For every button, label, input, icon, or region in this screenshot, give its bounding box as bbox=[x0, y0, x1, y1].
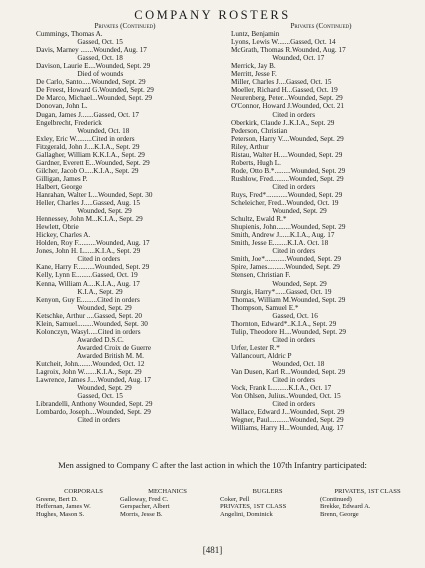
right-roster-column bbox=[231, 22, 411, 432]
roster-entry: Wounded, Sept. 29 bbox=[231, 207, 327, 216]
roster-entry: Cummings, Thomas A. bbox=[36, 30, 103, 39]
roster-entry: K.I.A., Sept. 29 bbox=[36, 287, 123, 296]
roster-entry: Urfer, Lester R.* bbox=[231, 343, 280, 352]
assigned-entry: Brekke, Edward A. bbox=[320, 503, 371, 511]
roster-entry: Peterson, Harry V....Wounded, Sept. 29 bbox=[231, 134, 344, 143]
roster-entry: Died of wounds bbox=[36, 70, 124, 79]
roster-entry: Wounded, Oct. 17 bbox=[231, 54, 325, 63]
roster-entry: Gassed, Oct. 15 bbox=[36, 392, 123, 401]
roster-entry: Cited in orders bbox=[231, 247, 316, 256]
page-number: [481] bbox=[202, 545, 223, 555]
corporals-column bbox=[36, 488, 131, 518]
roster-entry: Lagroix, John W.......K.I.A., Sept. 29 bbox=[36, 368, 142, 377]
roster-entry: Wounded, Sept. 29 bbox=[36, 303, 132, 312]
roster-entry: Rushlow, Fred.........Wounded, Sept. 29 bbox=[231, 174, 344, 183]
roster-entry: Von Ohlsen, Julius..Wounded, Oct. 15 bbox=[231, 392, 341, 401]
roster-entry: Fitzgerald, John J....K.I.A., Sept. 29 bbox=[36, 142, 140, 151]
roster-entry: Lyons, Lewis W.......Gassed, Oct. 14 bbox=[231, 38, 336, 47]
roster-entry: Lombardo, Joseph....Wounded, Sept. 29 bbox=[36, 408, 151, 417]
assigned-entry: Coker, Pell bbox=[220, 495, 250, 503]
roster-entry: Stensen, Christian F. bbox=[231, 271, 291, 280]
assigned-entry: Gerspacher, Albert bbox=[120, 503, 170, 511]
roster-entry: Vock, Frank L.........K.I.A., Oct. 17 bbox=[231, 384, 332, 393]
assigned-group-heading: PRIVATES, 1ST CLASS bbox=[334, 488, 401, 495]
roster-entry: Smith, Andrew J......K.I.A., Aug. 17 bbox=[231, 231, 335, 240]
assigned-men-title: Men assigned to Company C after the last action in which the 107th Infantry participated: bbox=[58, 460, 367, 470]
roster-entry: Thomas, William M.Wounded, Sept. 29 bbox=[231, 295, 346, 304]
assigned-entry: Galloway, Fred C. bbox=[120, 495, 169, 503]
roster-entry: Scheleicher, Fred...Wounded, Oct. 19 bbox=[231, 199, 339, 208]
assigned-entry: Angelini, Dominick bbox=[220, 510, 273, 518]
right-column-heading: Privates (Continued) bbox=[290, 22, 352, 30]
assigned-group-heading: BUGLERS bbox=[252, 488, 283, 495]
roster-entry: Heller, Charles J.....Gassed, Aug. 15 bbox=[36, 199, 140, 208]
roster-entry: Hanrahan, Walter L...Wounded, Sept. 30 bbox=[36, 190, 153, 199]
roster-entry: Moeller, Richard H...Gassed, Oct. 19 bbox=[231, 86, 338, 95]
roster-entry: Wounded, Oct. 18 bbox=[231, 359, 325, 368]
roster-entry: Wegner, Paul...........Wounded, Sept. 29 bbox=[231, 416, 344, 425]
roster-entry: Kenyon, Guy E.........Cited in orders bbox=[36, 295, 140, 304]
roster-entry: Awarded D.S.C. bbox=[36, 335, 124, 344]
roster-entry: Gilcher, Jacob O.....K.I.A., Sept. 29 bbox=[36, 166, 139, 175]
roster-entry: Rode, Otto B.*.........Wounded, Sept. 29 bbox=[231, 166, 346, 175]
roster-entry: Awarded Croix de Guerre bbox=[36, 343, 152, 352]
roster-entry: Gilligan, James P. bbox=[36, 174, 88, 183]
roster-entry: Roberts, Hugh L. bbox=[231, 158, 281, 167]
roster-entry: Merrick, Jay B. bbox=[231, 62, 276, 71]
roster-entry: Wallace, Edward J...Wounded, Sept. 29 bbox=[231, 408, 345, 417]
roster-entry: Awarded British M. M. bbox=[36, 351, 144, 360]
roster-entry: Lawrence, James J....Wounded, Aug. 17 bbox=[36, 376, 151, 385]
page-title: COMPANY ROSTERS bbox=[134, 8, 291, 22]
roster-entry: Cited in orders bbox=[231, 335, 316, 344]
roster-entry: De Carlo, Santo.....Wounded, Sept. 29 bbox=[36, 78, 146, 87]
roster-entry: Gallagher, William K.K.I.A., Sept. 29 bbox=[36, 150, 145, 159]
assigned-entry: Heffernan, James W. bbox=[36, 503, 91, 511]
roster-entry: Cited in orders bbox=[231, 400, 316, 409]
roster-entry: Wounded, Oct. 18 bbox=[36, 126, 130, 135]
roster-entry: Davison, Laurie E....Wounded, Sept. 29 bbox=[36, 62, 151, 71]
roster-entry: Pederson, Christian bbox=[231, 126, 288, 135]
roster-entry: Cited in orders bbox=[36, 416, 121, 425]
roster-entry: Riley, Arthur bbox=[231, 142, 269, 151]
roster-entry: Exley, Eric W.........Cited in orders bbox=[36, 134, 135, 143]
assigned-entry: Greene, Bert D. bbox=[36, 495, 78, 503]
roster-entry: Cited in orders bbox=[36, 255, 121, 264]
roster-entry: Hewlett, Obrie bbox=[36, 223, 79, 232]
roster-entry: Vallancourt, Aldric P bbox=[231, 351, 292, 360]
roster-entry: Sturgis, Harry*......Gassed, Oct. 19 bbox=[231, 287, 332, 296]
assigned-entry: PRIVATES, 1ST CLASS bbox=[220, 503, 287, 511]
roster-entry: Kutcheit, John........Wounded, Oct. 12 bbox=[36, 359, 145, 368]
roster-entry: Engelbrecht, Frederick bbox=[36, 118, 102, 127]
roster-entry: Gassed, Oct. 16 bbox=[231, 311, 318, 320]
roster-entry: Spire, James..........Wounded, Sept. 29 bbox=[231, 263, 340, 272]
roster-entry: Thornton, Edward*..K.I.A., Sept. 29 bbox=[231, 319, 337, 328]
roster-entry: Klein, Samuel.........Wounded, Sept. 30 bbox=[36, 319, 148, 328]
roster-entry: Hickey, Charles A. bbox=[36, 231, 91, 240]
roster-entry: Thompson, Samuel E.* bbox=[231, 303, 299, 312]
roster-entry: Librandelli, Anthony Wounded, Sept. 29 bbox=[36, 400, 153, 409]
roster-entry: O'Connor, Howard J.Wounded, Oct. 21 bbox=[231, 102, 345, 111]
roster-entry: Luntz, Benjamin bbox=[231, 30, 280, 39]
assigned-group-heading: CORPORALS bbox=[64, 488, 103, 495]
assigned-entry: Brenn, George bbox=[320, 510, 359, 518]
assigned-entry: Hughes, Mason S. bbox=[36, 510, 85, 518]
roster-entry: Kolonczyn, Wasyl.....Cited in orders bbox=[36, 327, 141, 336]
roster-entry: Jones, John H. L......K.I.A., Sept. 29 bbox=[36, 247, 141, 256]
roster-entry: Ristau, Walter H.....Wounded, Sept. 29 bbox=[231, 150, 343, 159]
roster-entry: Wounded, Sept. 29 bbox=[36, 207, 132, 216]
roster-entry: Cited in orders bbox=[231, 182, 316, 191]
roster-entry: McGrath, Thomas R.Wounded, Aug. 17 bbox=[231, 46, 346, 55]
roster-entry: Halbert, George bbox=[36, 182, 83, 191]
roster-entry: Smith, Joe*............Wounded, Sept. 29 bbox=[231, 255, 342, 264]
roster-entry: Donovan, John L. bbox=[36, 102, 88, 111]
mechanics-column bbox=[120, 488, 215, 518]
roster-entry: Shupienis, John........Wounded, Sept. 29 bbox=[231, 223, 346, 232]
roster-entry: De Freest, Howard G.Wounded, Sept. 29 bbox=[36, 86, 154, 95]
roster-entry: Williams, Harry H...Wounded, Aug. 17 bbox=[231, 424, 344, 433]
roster-entry: Davis, Marney .......Wounded, Aug. 17 bbox=[36, 46, 147, 55]
roster-entry: Wounded, Sept. 29 bbox=[36, 384, 132, 393]
assigned-entry: Morris, Jesse B. bbox=[120, 510, 163, 518]
roster-entry: Gassed, Oct. 15 bbox=[36, 38, 123, 47]
roster-entry: Ketschke, Arthur ....Gassed, Sept. 20 bbox=[36, 311, 142, 320]
roster-entry: Gassed, Oct. 18 bbox=[36, 54, 123, 63]
roster-entry: Kelly, Lynn E.........Gassed, Oct. 19 bbox=[36, 271, 138, 280]
assigned-entry: (Continued) bbox=[320, 495, 352, 503]
roster-entry: Smith, Jesse E........K.I.A. Oct. 18 bbox=[231, 239, 329, 248]
roster-entry: Cited in orders bbox=[231, 110, 316, 119]
roster-entry: Cited in orders bbox=[231, 376, 316, 385]
roster-entry: Kane, Harry F..........Wounded, Sept. 29 bbox=[36, 263, 150, 272]
left-column-heading: Privates (Continued) bbox=[94, 22, 156, 30]
roster-entry: Merritt, Jesse F. bbox=[231, 70, 277, 79]
buglers-privates-column bbox=[220, 488, 315, 518]
roster-entry: Hennessey, John M...K.I.A., Sept. 29 bbox=[36, 215, 143, 224]
assigned-group-heading: MECHANICS bbox=[148, 488, 187, 495]
roster-entry: Holden, Roy F..........Wounded, Aug. 17 bbox=[36, 239, 150, 248]
roster-entry: Kenna, William A....K.I.A., Aug. 17 bbox=[36, 279, 140, 288]
roster-entry: Schultz, Ewald R.* bbox=[231, 215, 287, 224]
roster-entry: Ruys, Fred*............Wounded, Sept. 29 bbox=[231, 190, 343, 199]
roster-entry: Tulip, Theodore H....Wounded, Sept. 29 bbox=[231, 327, 347, 336]
roster-entry: De Marco, Michael...Wounded, Sept. 29 bbox=[36, 94, 152, 103]
roster-entry: Wounded, Sept. 29 bbox=[231, 279, 327, 288]
roster-entry: Gardner, Everett E...Wounded, Sept. 29 bbox=[36, 158, 150, 167]
privates-continued-column bbox=[320, 488, 415, 518]
roster-entry: Van Dusen, Karl R...Wounded, Sept. 29 bbox=[231, 368, 346, 377]
roster-entry: Oberkirk, Claude J..K.I.A., Sept. 29 bbox=[231, 118, 335, 127]
roster-entry: Miller, Charles J....Gassed, Oct. 15 bbox=[231, 78, 332, 87]
roster-entry: Neurenberg, Peter...Wounded, Sept. 29 bbox=[231, 94, 343, 103]
left-roster-column bbox=[36, 22, 214, 424]
roster-entry: Dugan, James J.......Gassed, Oct. 17 bbox=[36, 110, 140, 119]
